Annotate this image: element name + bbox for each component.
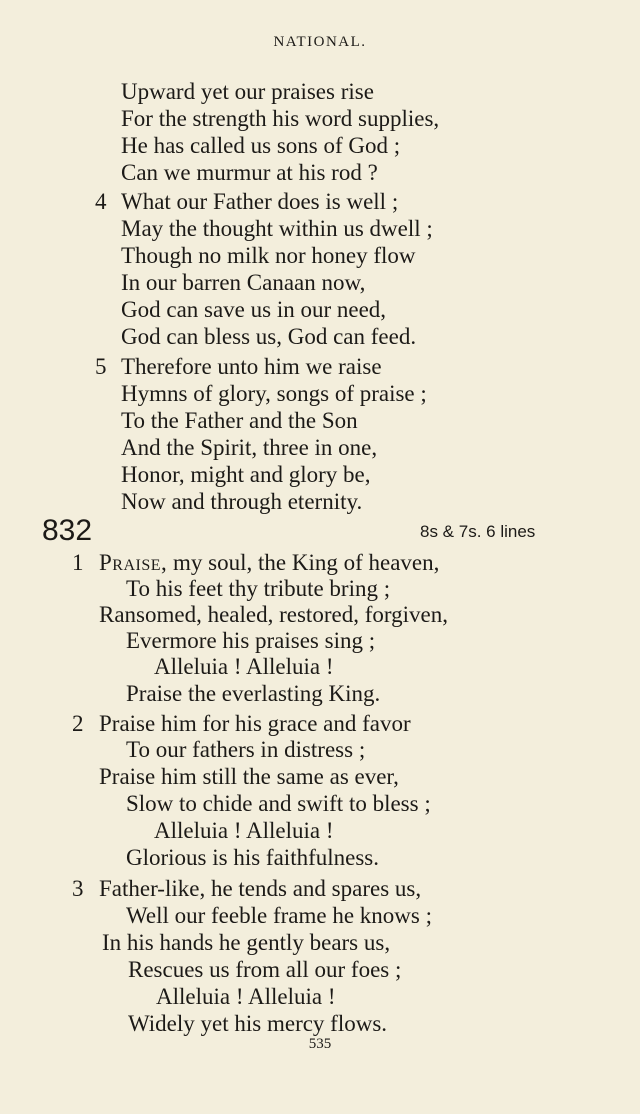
stanza-number: 4	[95, 189, 107, 214]
hymn-number: 832	[42, 514, 93, 547]
verse-line-first	[99, 550, 439, 576]
verse-line: Alleluia ! Alleluia !	[154, 654, 334, 679]
verse-line: Well our feeble frame he knows ;	[126, 903, 432, 928]
verse-line: Honor, might and glory be,	[121, 462, 371, 487]
verse-line: To his feet thy tribute bring ;	[126, 576, 391, 601]
verse-line: Alleluia ! Alleluia !	[154, 818, 334, 843]
verse-line: Though no milk nor honey flow	[121, 243, 416, 268]
stanza-number: 5	[95, 354, 107, 379]
verse-line: Can we murmur at his rod ?	[121, 160, 378, 185]
first-line-rest: my soul, the King of heaven,	[167, 550, 440, 575]
verse-line: To the Father and the Son	[121, 408, 358, 433]
stanza-number: 3	[72, 876, 84, 901]
verse-line: Praise the everlasting King.	[126, 681, 381, 706]
verse-line: In our barren Canaan now,	[121, 270, 366, 295]
first-word: Praise,	[99, 550, 168, 575]
verse-line: In his hands he gently bears us,	[102, 930, 391, 955]
verse-line: Hymns of glory, songs of praise ;	[121, 381, 427, 406]
verse-line: Upward yet our praises rise	[121, 79, 374, 104]
verse-line: God can save us in our need,	[121, 297, 387, 322]
verse-line: Ransomed, healed, restored, forgiven,	[99, 602, 448, 627]
stanza-number: 2	[72, 711, 84, 736]
verse-line: Praise him for his grace and favor	[99, 711, 411, 736]
verse-line: Praise him still the same as ever,	[99, 764, 399, 789]
verse-line: God can bless us, God can feed.	[121, 324, 417, 349]
verse-line: Evermore his praises sing ;	[126, 628, 376, 653]
verse-line: And the Spirit, three in one,	[121, 435, 378, 460]
verse-line: Slow to chide and swift to bless ;	[126, 791, 431, 816]
stanza-number: 1	[72, 550, 84, 575]
hymn-meter: 8s & 7s. 6 lines	[420, 522, 536, 541]
verse-line: Glorious is his faithfulness.	[126, 845, 379, 870]
verse-line: Alleluia ! Alleluia !	[156, 984, 336, 1009]
page-number: 535	[308, 1036, 332, 1052]
verse-line: Therefore unto him we raise	[121, 354, 382, 379]
verse-line: To our fathers in distress ;	[126, 737, 366, 762]
verse-line: What our Father does is well ;	[121, 189, 399, 214]
verse-line: Rescues us from all our foes ;	[128, 957, 402, 982]
verse-line: Now and through eternity.	[121, 489, 363, 514]
verse-line: He has called us sons of God ;	[121, 133, 401, 158]
verse-line: For the strength his word supplies,	[121, 106, 440, 131]
verse-line: Father-like, he tends and spares us,	[99, 876, 422, 901]
verse-line: May the thought within us dwell ;	[121, 216, 433, 241]
page-header: NATIONAL.	[273, 34, 367, 50]
verse-line: Widely yet his mercy flows.	[128, 1011, 388, 1036]
